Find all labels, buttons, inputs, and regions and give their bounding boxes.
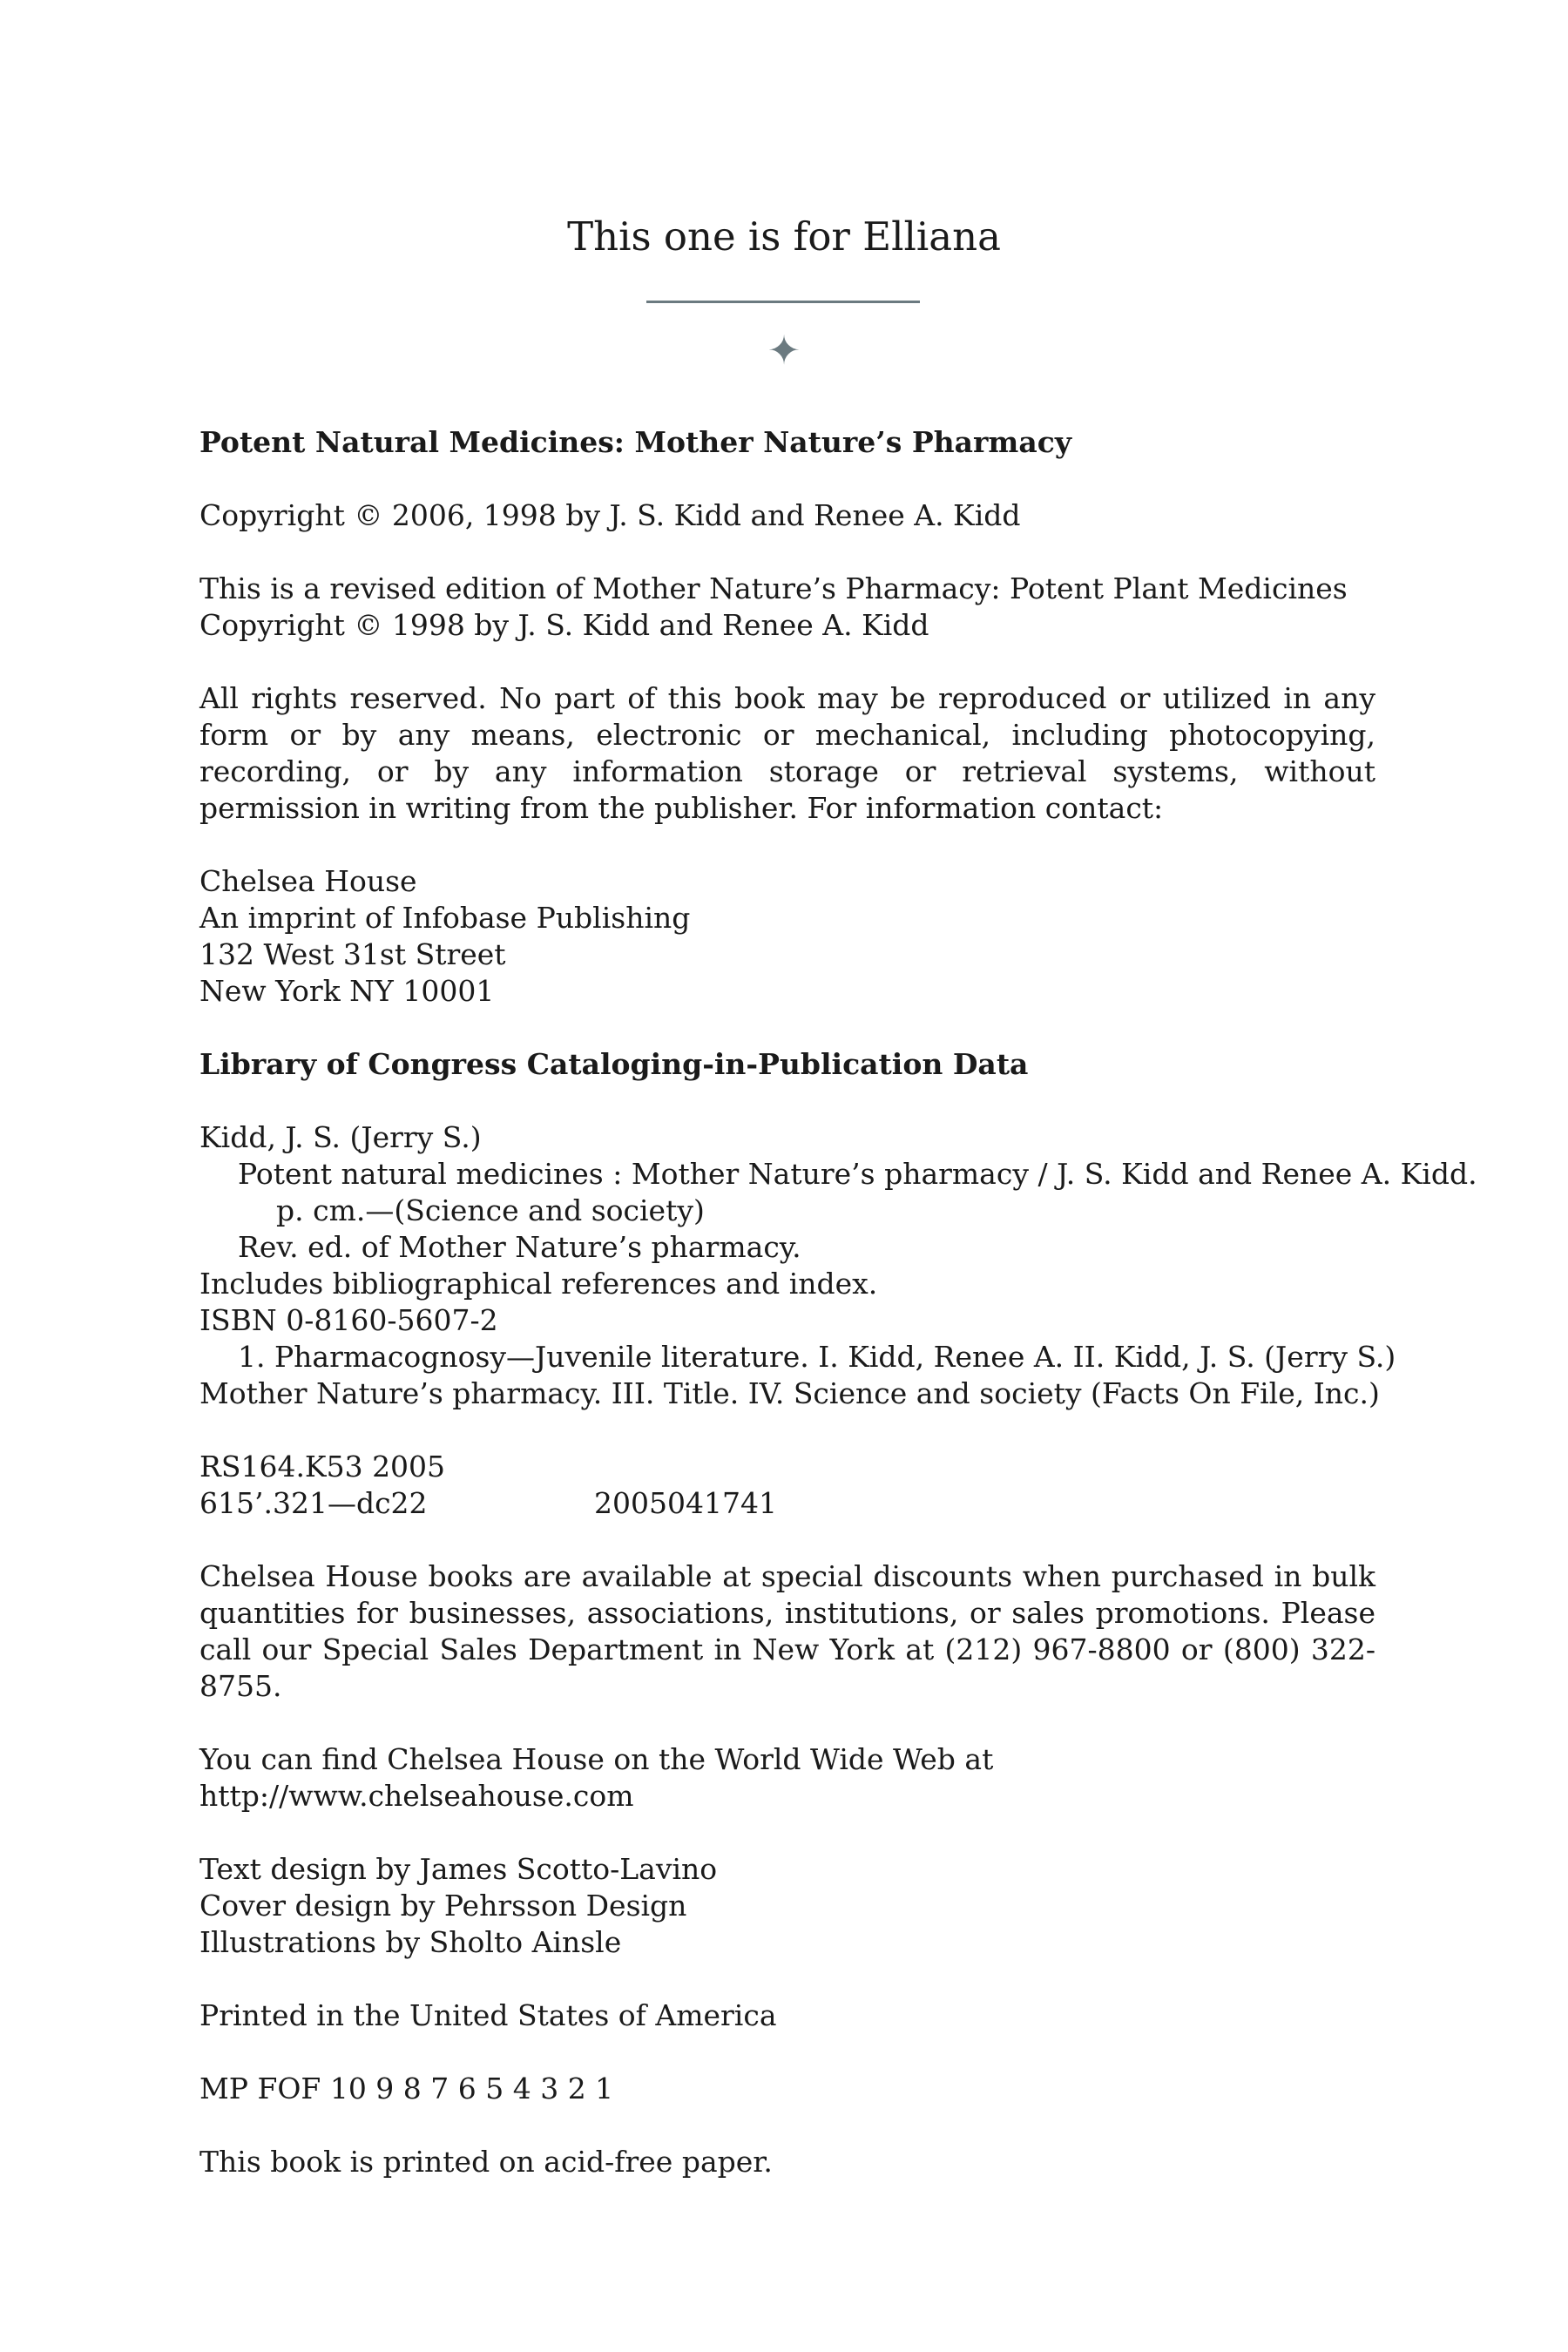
cip-title: Potent natural medicines : Mother Nature’s pharmacy / J. S. Kidd and Renee A. Kidd. xyxy=(238,1157,1477,1191)
printed-in: Printed in the United States of America xyxy=(199,1998,777,2032)
revised-line: This is a revised edition of Mother Nature’s Pharmacy: Potent Plant Medicines xyxy=(199,571,1348,605)
revised-edition-note xyxy=(199,571,1375,644)
credit-line: Cover design by Pehrsson Design xyxy=(199,1889,687,1923)
ornament-rule xyxy=(646,301,920,303)
book-title: Potent Natural Medicines: Mother Nature’s Pharmacy xyxy=(199,425,1071,459)
cip-rev-ed: Rev. ed. of Mother Nature’s pharmacy. xyxy=(238,1230,801,1264)
address-line: New York NY 10001 xyxy=(199,974,495,1008)
dewey-line xyxy=(199,1485,1375,1522)
cip-subjects-cont: Mother Nature’s pharmacy. III. Title. IV. Science and society (Facts On File, Inc.) xyxy=(199,1376,1380,1410)
copyright-page-body xyxy=(199,424,1477,2217)
cip-subjects: 1. Pharmacognosy—Juvenile literature. I. Kidd, Renee A. II. Kidd, J. S. (Jerry S.) xyxy=(238,1340,1396,1374)
call-number: RS164.K53 2005 xyxy=(199,1450,446,1484)
cip-record xyxy=(199,1119,1477,1412)
dedication: This one is for Elliana xyxy=(567,213,1001,260)
printing-line: MP FOF 10 9 8 7 6 5 4 3 2 1 xyxy=(199,2072,614,2105)
address-line: Chelsea House xyxy=(199,864,417,898)
design-credits xyxy=(199,1851,1375,1961)
address-line: 132 West 31st Street xyxy=(199,937,506,971)
publisher-address xyxy=(199,863,1375,1010)
cip-includes: Includes bibliographical references and index. xyxy=(199,1267,878,1301)
address-line: An imprint of Infobase Publishing xyxy=(199,901,691,935)
acid-free-note: This book is printed on acid-free paper. xyxy=(199,2145,773,2179)
ornament-star-icon: ✦ xyxy=(767,327,801,374)
web-text: You can find Chelsea House on the World Wide Web at xyxy=(199,1742,994,1776)
cip-author: Kidd, J. S. (Jerry S.) xyxy=(199,1120,482,1154)
special-sales-note: Chelsea House books are available at special discounts when purchased in bulk quantities for businesses, associations, institutions, or sales promotions. Please call our Special Sales Department in New York at (212) 967-8800 or (800) 322-8755. xyxy=(199,1559,1375,1703)
rights-statement: All rights reserved. No part of this book may be reproduced or utilized in any form or by any means, electronic or mechanical, including photocopying, recording, or by any information storage or retrieval systems, without permission in writing from the publisher. For information contact: xyxy=(199,681,1375,825)
dewey-number: 615’.321—dc22 xyxy=(199,1486,428,1520)
credit-line: Text design by James Scotto-Lavino xyxy=(199,1852,718,1886)
revised-line: Copyright © 1998 by J. S. Kidd and Renee A. Kidd xyxy=(199,608,929,642)
lccn: 2005041741 xyxy=(594,1486,777,1520)
copyright-notice: Copyright © 2006, 1998 by J. S. Kidd and Renee A. Kidd xyxy=(199,498,1021,532)
cip-heading: Library of Congress Cataloging-in-Publication Data xyxy=(199,1047,1029,1081)
cip-isbn: ISBN 0-8160-5607-2 xyxy=(199,1303,498,1337)
web-note xyxy=(199,1741,1375,1815)
credit-line: Illustrations by Sholto Ainsle xyxy=(199,1925,622,1959)
cip-pages: p. cm.—(Science and society) xyxy=(276,1193,705,1227)
web-url: http://www.chelseahouse.com xyxy=(199,1779,634,1813)
cip-classification xyxy=(199,1449,1375,1522)
